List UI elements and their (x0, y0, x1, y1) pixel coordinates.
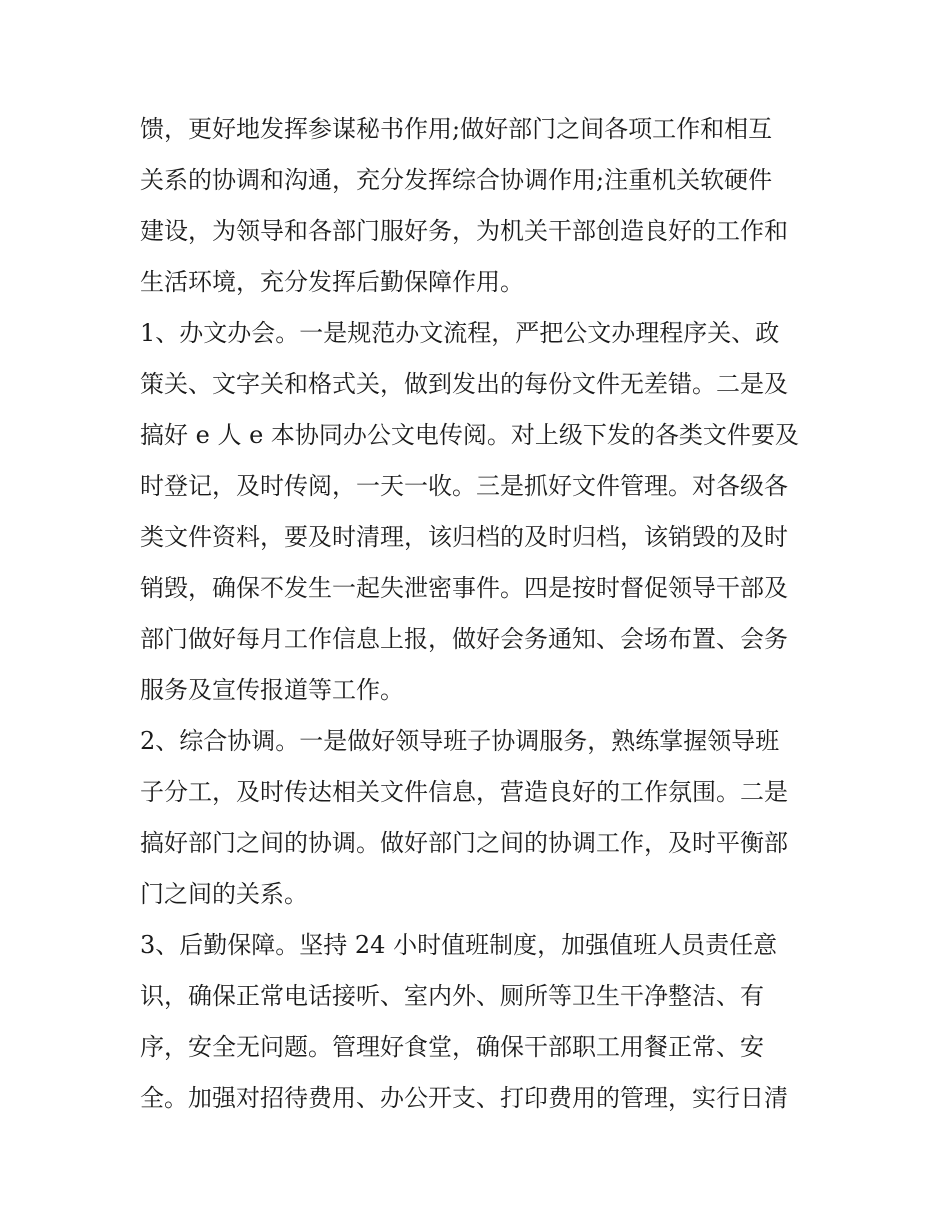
body-line: 时登记，及时传阅，一天一收。三是抓好文件管理。对各级各 (140, 472, 788, 500)
body-line: 搞好 e 人 e 本协同办公文电传阅。对上级下发的各类文件要及 (140, 421, 799, 449)
body-line: 全。加强对招待费用、办公开支、打印费用的管理，实行日清 (140, 1084, 788, 1112)
body-line: 馈，更好地发挥参谋秘书作用;做好部门之间各项工作和相互 (140, 115, 773, 143)
section-2-heading-line: 2、综合协调。一是做好领导班子协调服务，熟练掌握领导班 (140, 727, 780, 755)
body-line: 关系的协调和沟通，充分发挥综合协调作用;注重机关软硬件 (140, 166, 773, 194)
body-line: 搞好部门之间的协调。做好部门之间的协调工作，及时平衡部 (140, 829, 788, 857)
body-line: 生活环境，充分发挥后勤保障作用。 (140, 268, 524, 296)
body-line: 策关、文字关和格式关，做到发出的每份文件无差错。二是及 (140, 370, 788, 398)
body-line: 建设，为领导和各部门服好务，为机关干部创造良好的工作和 (140, 217, 788, 245)
body-line: 门之间的关系。 (140, 880, 308, 908)
body-line: 子分工，及时传达相关文件信息，营造良好的工作氛围。二是 (140, 778, 788, 806)
section-3-heading-line: 3、后勤保障。坚持 24 小时值班制度，加强值班人员责任意 (140, 931, 778, 959)
section-1-heading-line: 1、办文办会。一是规范办文流程，严把公文办理程序关、政 (140, 319, 780, 347)
document-body (140, 104, 820, 1124)
body-line: 序，安全无问题。管理好食堂，确保干部职工用餐正常、安 (140, 1033, 764, 1061)
body-line: 类文件资料，要及时清理，该归档的及时归档，该销毁的及时 (140, 523, 788, 551)
body-line: 识，确保正常电话接听、室内外、厕所等卫生干净整洁、有 (140, 982, 764, 1010)
body-line: 部门做好每月工作信息上报，做好会务通知、会场布置、会务 (140, 625, 788, 653)
body-line: 服务及宣传报道等工作。 (140, 676, 404, 704)
body-line: 销毁，确保不发生一起失泄密事件。四是按时督促领导干部及 (140, 574, 788, 602)
